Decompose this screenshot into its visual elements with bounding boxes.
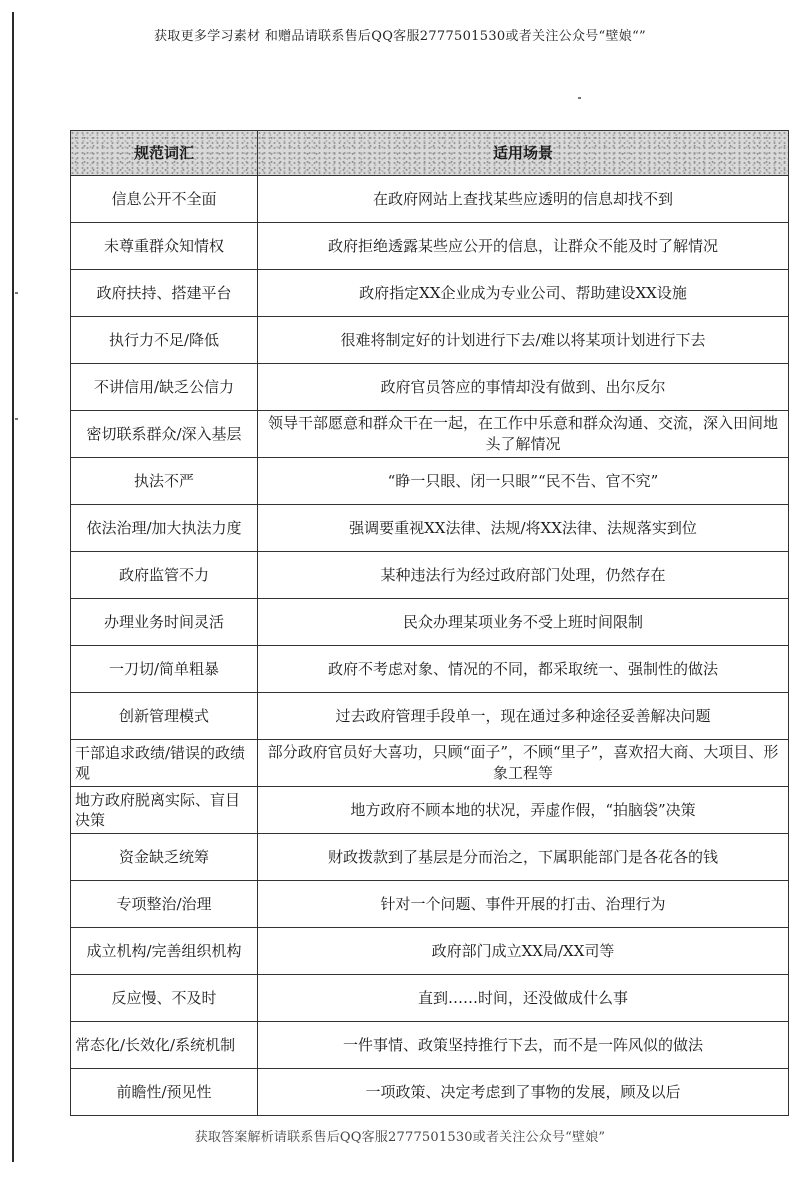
table-row (71, 693, 789, 740)
term-cell: 干部追求政绩/错误的政绩观 (71, 740, 258, 787)
scene-cell: 过去政府管理手段单一，现在通过多种途径妥善解决问题 (258, 693, 789, 740)
table-row (71, 176, 789, 223)
scene-cell: 政府拒绝透露某些应公开的信息，让群众不能及时了解情况 (258, 223, 789, 270)
left-margin-rule (12, 12, 14, 1162)
table-row (71, 223, 789, 270)
scene-cell: 某种违法行为经过政府部门处理，仍然存在 (258, 552, 789, 599)
term-cell: 地方政府脱离实际、盲目决策 (71, 787, 258, 834)
column-header-term: 规范词汇 (71, 131, 258, 176)
table-row (71, 740, 789, 787)
scene-cell: 地方政府不顾本地的状况，弄虚作假，“拍脑袋”决策 (258, 787, 789, 834)
table-row (71, 270, 789, 317)
page-footer-note: 获取答案解析请联系售后QQ客服2777501530或者关注公众号“壁娘” (194, 1130, 606, 1145)
term-cell: 一刀切/简单粗暴 (71, 646, 258, 693)
term-cell: 专项整治/治理 (71, 881, 258, 928)
page-header-note: 获取更多学习素材 和赠品请联系售后QQ客服2777501530或者关注公众号“壁娘“” (154, 29, 646, 44)
table-row (71, 411, 789, 458)
scene-cell: 一件事情、政策坚持推行下去，而不是一阵风似的做法 (258, 1022, 789, 1069)
table-row (71, 458, 789, 505)
term-cell: 政府监管不力 (71, 552, 258, 599)
scan-speck (15, 292, 18, 294)
scan-speck (578, 97, 581, 99)
term-cell: 未尊重群众知情权 (71, 223, 258, 270)
term-cell: 反应慢、不及时 (71, 975, 258, 1022)
column-header-scene: 适用场景 (258, 131, 789, 176)
term-cell: 不讲信用/缺乏公信力 (71, 364, 258, 411)
scene-cell: 民众办理某项业务不受上班时间限制 (258, 599, 789, 646)
table-header-row (71, 131, 789, 176)
scene-cell: 直到……时间，还没做成什么事 (258, 975, 789, 1022)
table-row (71, 787, 789, 834)
table-row (71, 834, 789, 881)
table-row (71, 1069, 789, 1116)
scene-cell: 很难将制定好的计划进行下去/难以将某项计划进行下去 (258, 317, 789, 364)
term-cell: 成立机构/完善组织机构 (71, 928, 258, 975)
scene-cell: 政府部门成立XX局/XX司等 (258, 928, 789, 975)
term-cell: 信息公开不全面 (71, 176, 258, 223)
term-cell: 依法治理/加大执法力度 (71, 505, 258, 552)
table-row (71, 975, 789, 1022)
scene-cell: “睁一只眼、闭一只眼”“民不告、官不究” (258, 458, 789, 505)
term-cell: 创新管理模式 (71, 693, 258, 740)
scene-cell: 针对一个问题、事件开展的打击、治理行为 (258, 881, 789, 928)
term-cell: 办理业务时间灵活 (71, 599, 258, 646)
term-cell: 执行力不足/降低 (71, 317, 258, 364)
scene-cell: 强调要重视XX法律、法规/将XX法律、法规落实到位 (258, 505, 789, 552)
term-cell: 常态化/长效化/系统机制 (71, 1022, 258, 1069)
scene-cell: 在政府网站上查找某些应透明的信息却找不到 (258, 176, 789, 223)
table-row (71, 881, 789, 928)
scene-cell: 政府官员答应的事情却没有做到、出尔反尔 (258, 364, 789, 411)
vocabulary-table (70, 130, 789, 1116)
scene-cell: 政府不考虑对象、情况的不同，都采取统一、强制性的做法 (258, 646, 789, 693)
table-row (71, 646, 789, 693)
table-row (71, 505, 789, 552)
scan-speck (15, 418, 18, 420)
scene-cell: 政府指定XX企业成为专业公司、帮助建设XX设施 (258, 270, 789, 317)
table-row (71, 928, 789, 975)
table-row (71, 364, 789, 411)
scene-cell: 部分政府官员好大喜功，只顾“面子”，不顾“里子”，喜欢招大商、大项目、形象工程等 (258, 740, 789, 787)
scene-cell: 一项政策、决定考虑到了事物的发展，顾及以后 (258, 1069, 789, 1116)
scene-cell: 领导干部愿意和群众干在一起，在工作中乐意和群众沟通、交流，深入田间地头了解情况 (258, 411, 789, 458)
scene-cell: 财政拨款到了基层是分而治之，下属职能部门是各花各的钱 (258, 834, 789, 881)
term-cell: 执法不严 (71, 458, 258, 505)
table-row (71, 1022, 789, 1069)
table-row (71, 552, 789, 599)
table-row (71, 317, 789, 364)
table-row (71, 599, 789, 646)
term-cell: 前瞻性/预见性 (71, 1069, 258, 1116)
term-cell: 资金缺乏统筹 (71, 834, 258, 881)
term-cell: 密切联系群众/深入基层 (71, 411, 258, 458)
term-cell: 政府扶持、搭建平台 (71, 270, 258, 317)
